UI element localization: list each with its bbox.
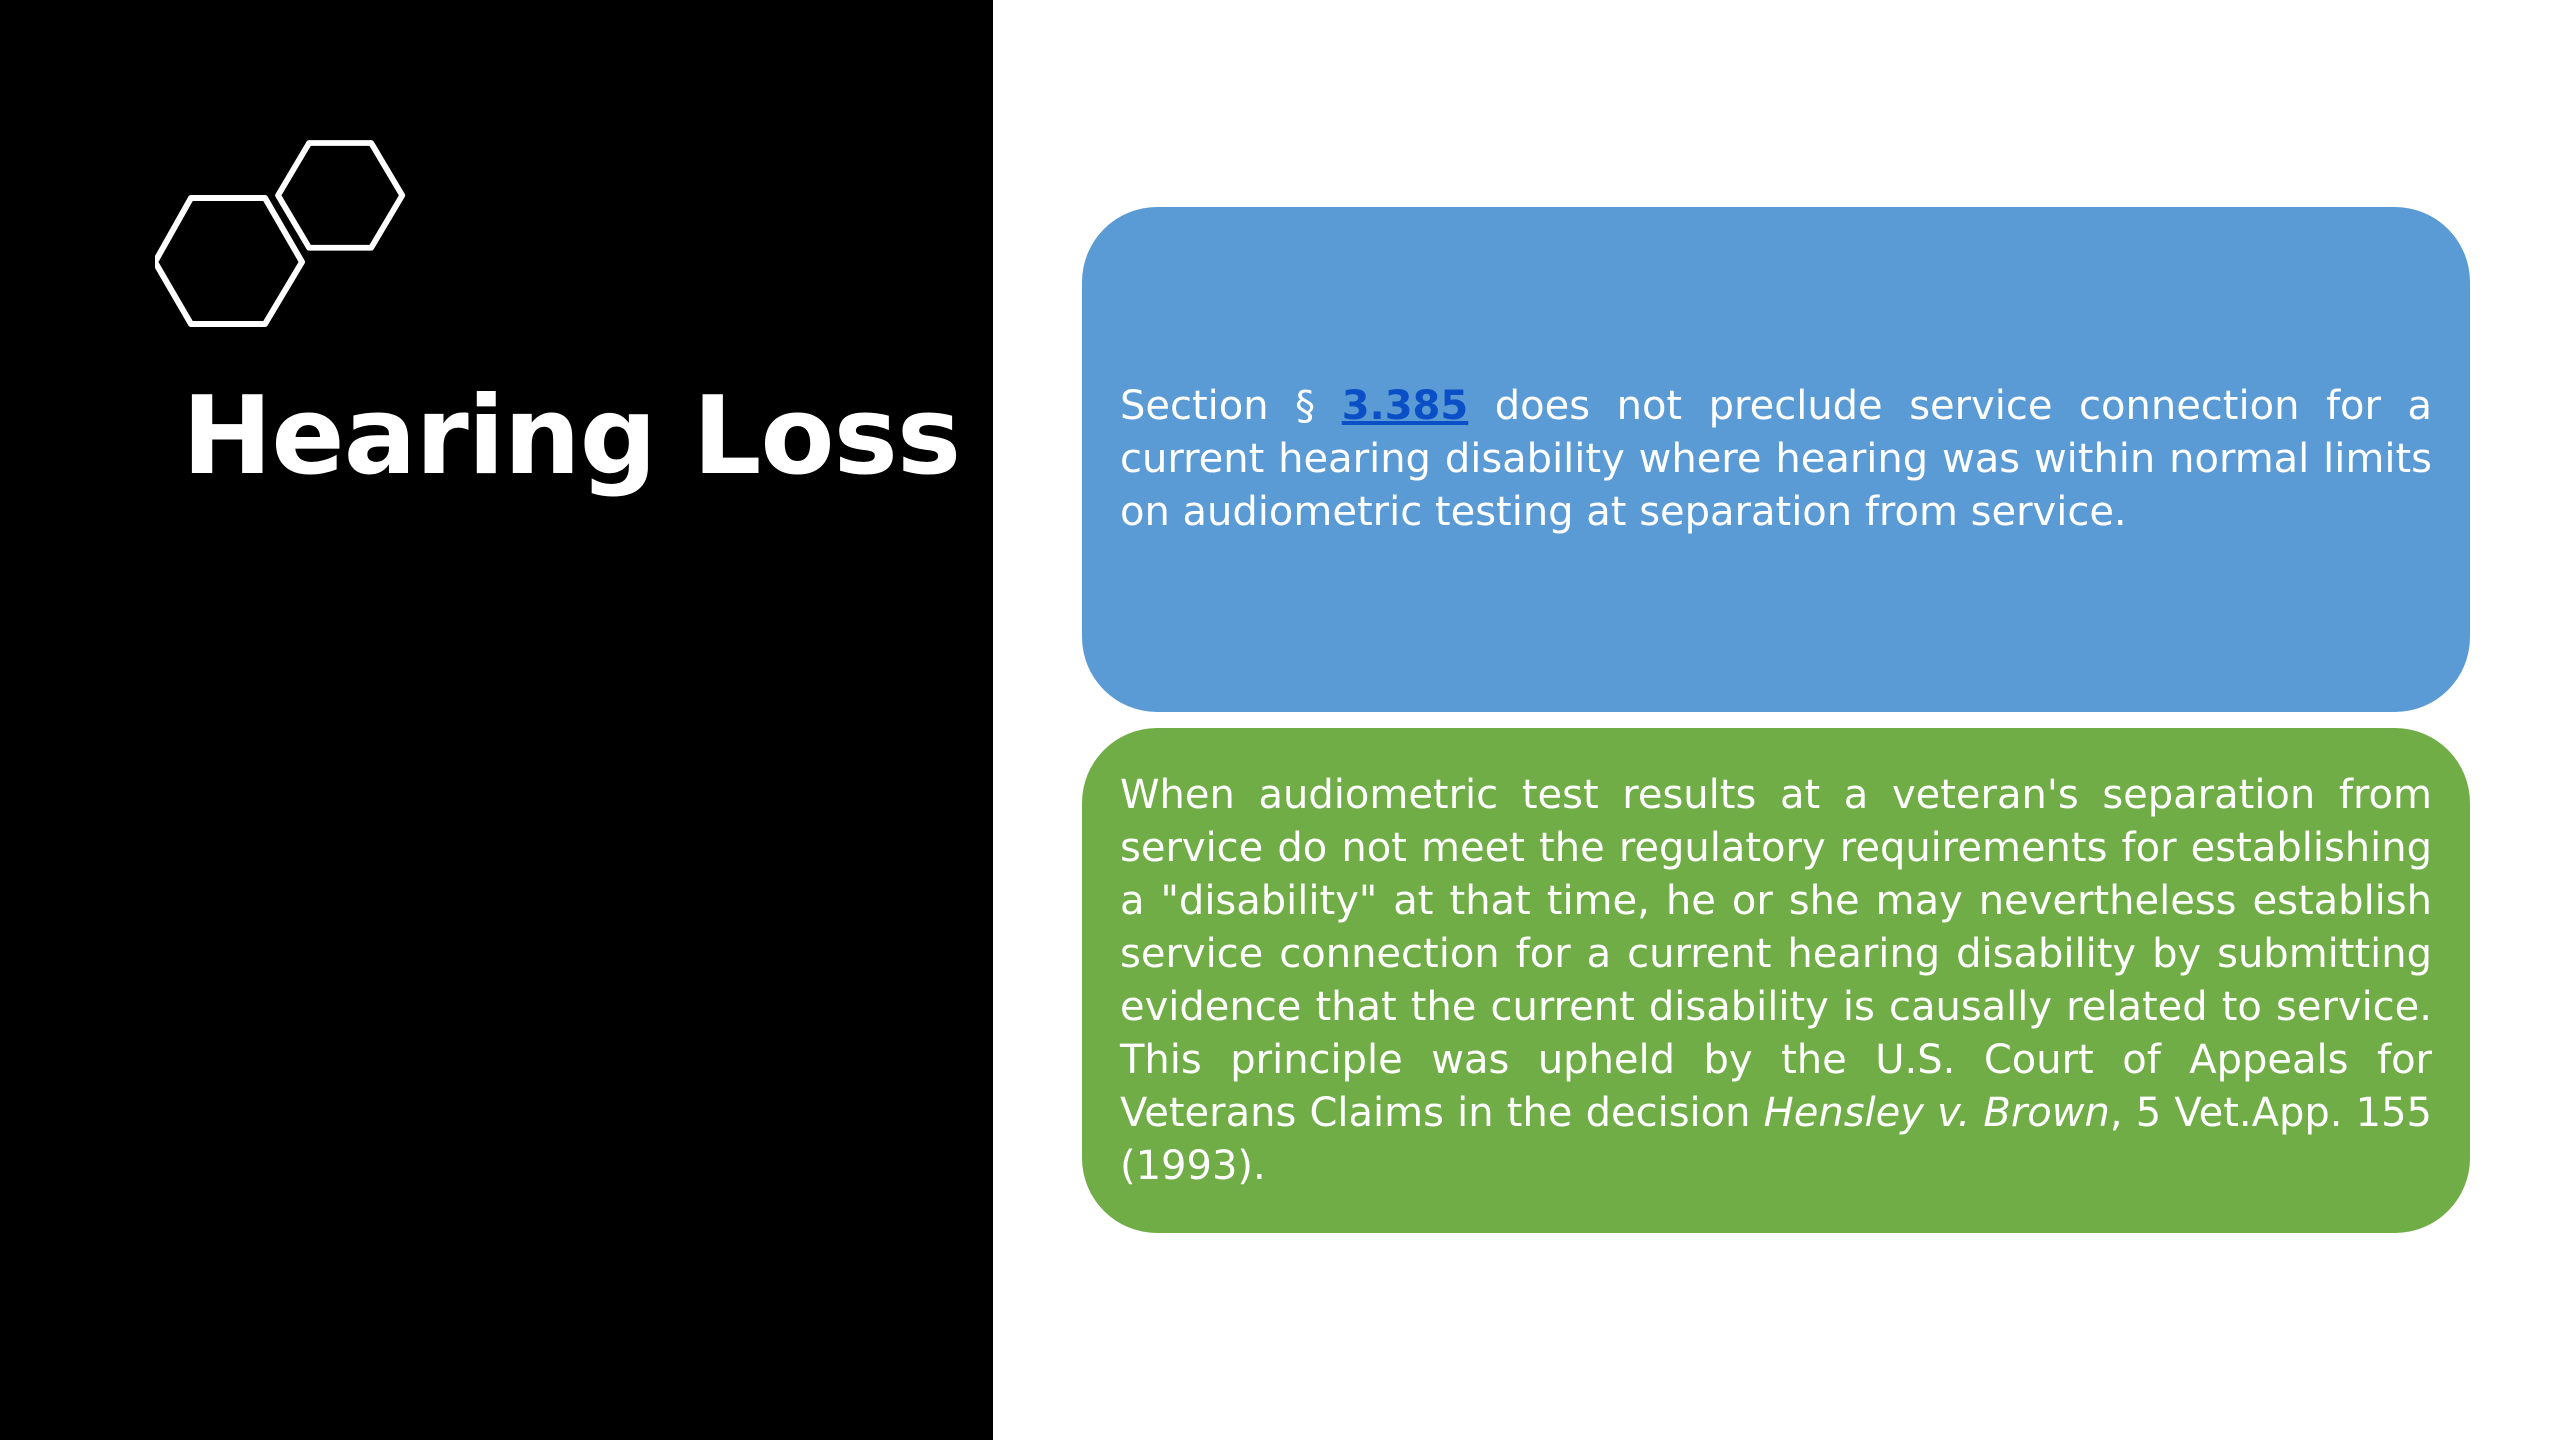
regulation-text bbox=[1120, 380, 2432, 539]
info-box-regulation bbox=[1082, 207, 2470, 712]
case-name: Hensley v. Brown bbox=[1763, 1089, 2110, 1136]
case-citation: , 5 Vet.App. 155 (1993). bbox=[1120, 1089, 2433, 1189]
regulation-suffix: does not preclude service connection for a current hearing disability where hearing was within normal limits on audiometric testing at separation from service. bbox=[1120, 383, 2432, 535]
case-law-text bbox=[1120, 769, 2432, 1193]
info-box-case-law bbox=[1082, 728, 2470, 1233]
slide-title: Hearing Loss bbox=[182, 374, 961, 499]
left-panel bbox=[0, 0, 993, 1440]
case-law-body: When audiometric test results at a veteran's separation from service do not meet the regulatory requirements for establishing a "disability" at that time, he or she may nevertheless establish service connection for a current hearing disability by submitting evidence that the current disability is causally related to service. This principle was upheld by the U.S. Court of Appeals for Veterans Claims in the decision bbox=[1120, 771, 2432, 1136]
regulation-link[interactable]: 3.385 bbox=[1341, 383, 1469, 429]
regulation-prefix: Section § bbox=[1120, 383, 1342, 429]
hexagon-pair-icon bbox=[155, 138, 415, 338]
